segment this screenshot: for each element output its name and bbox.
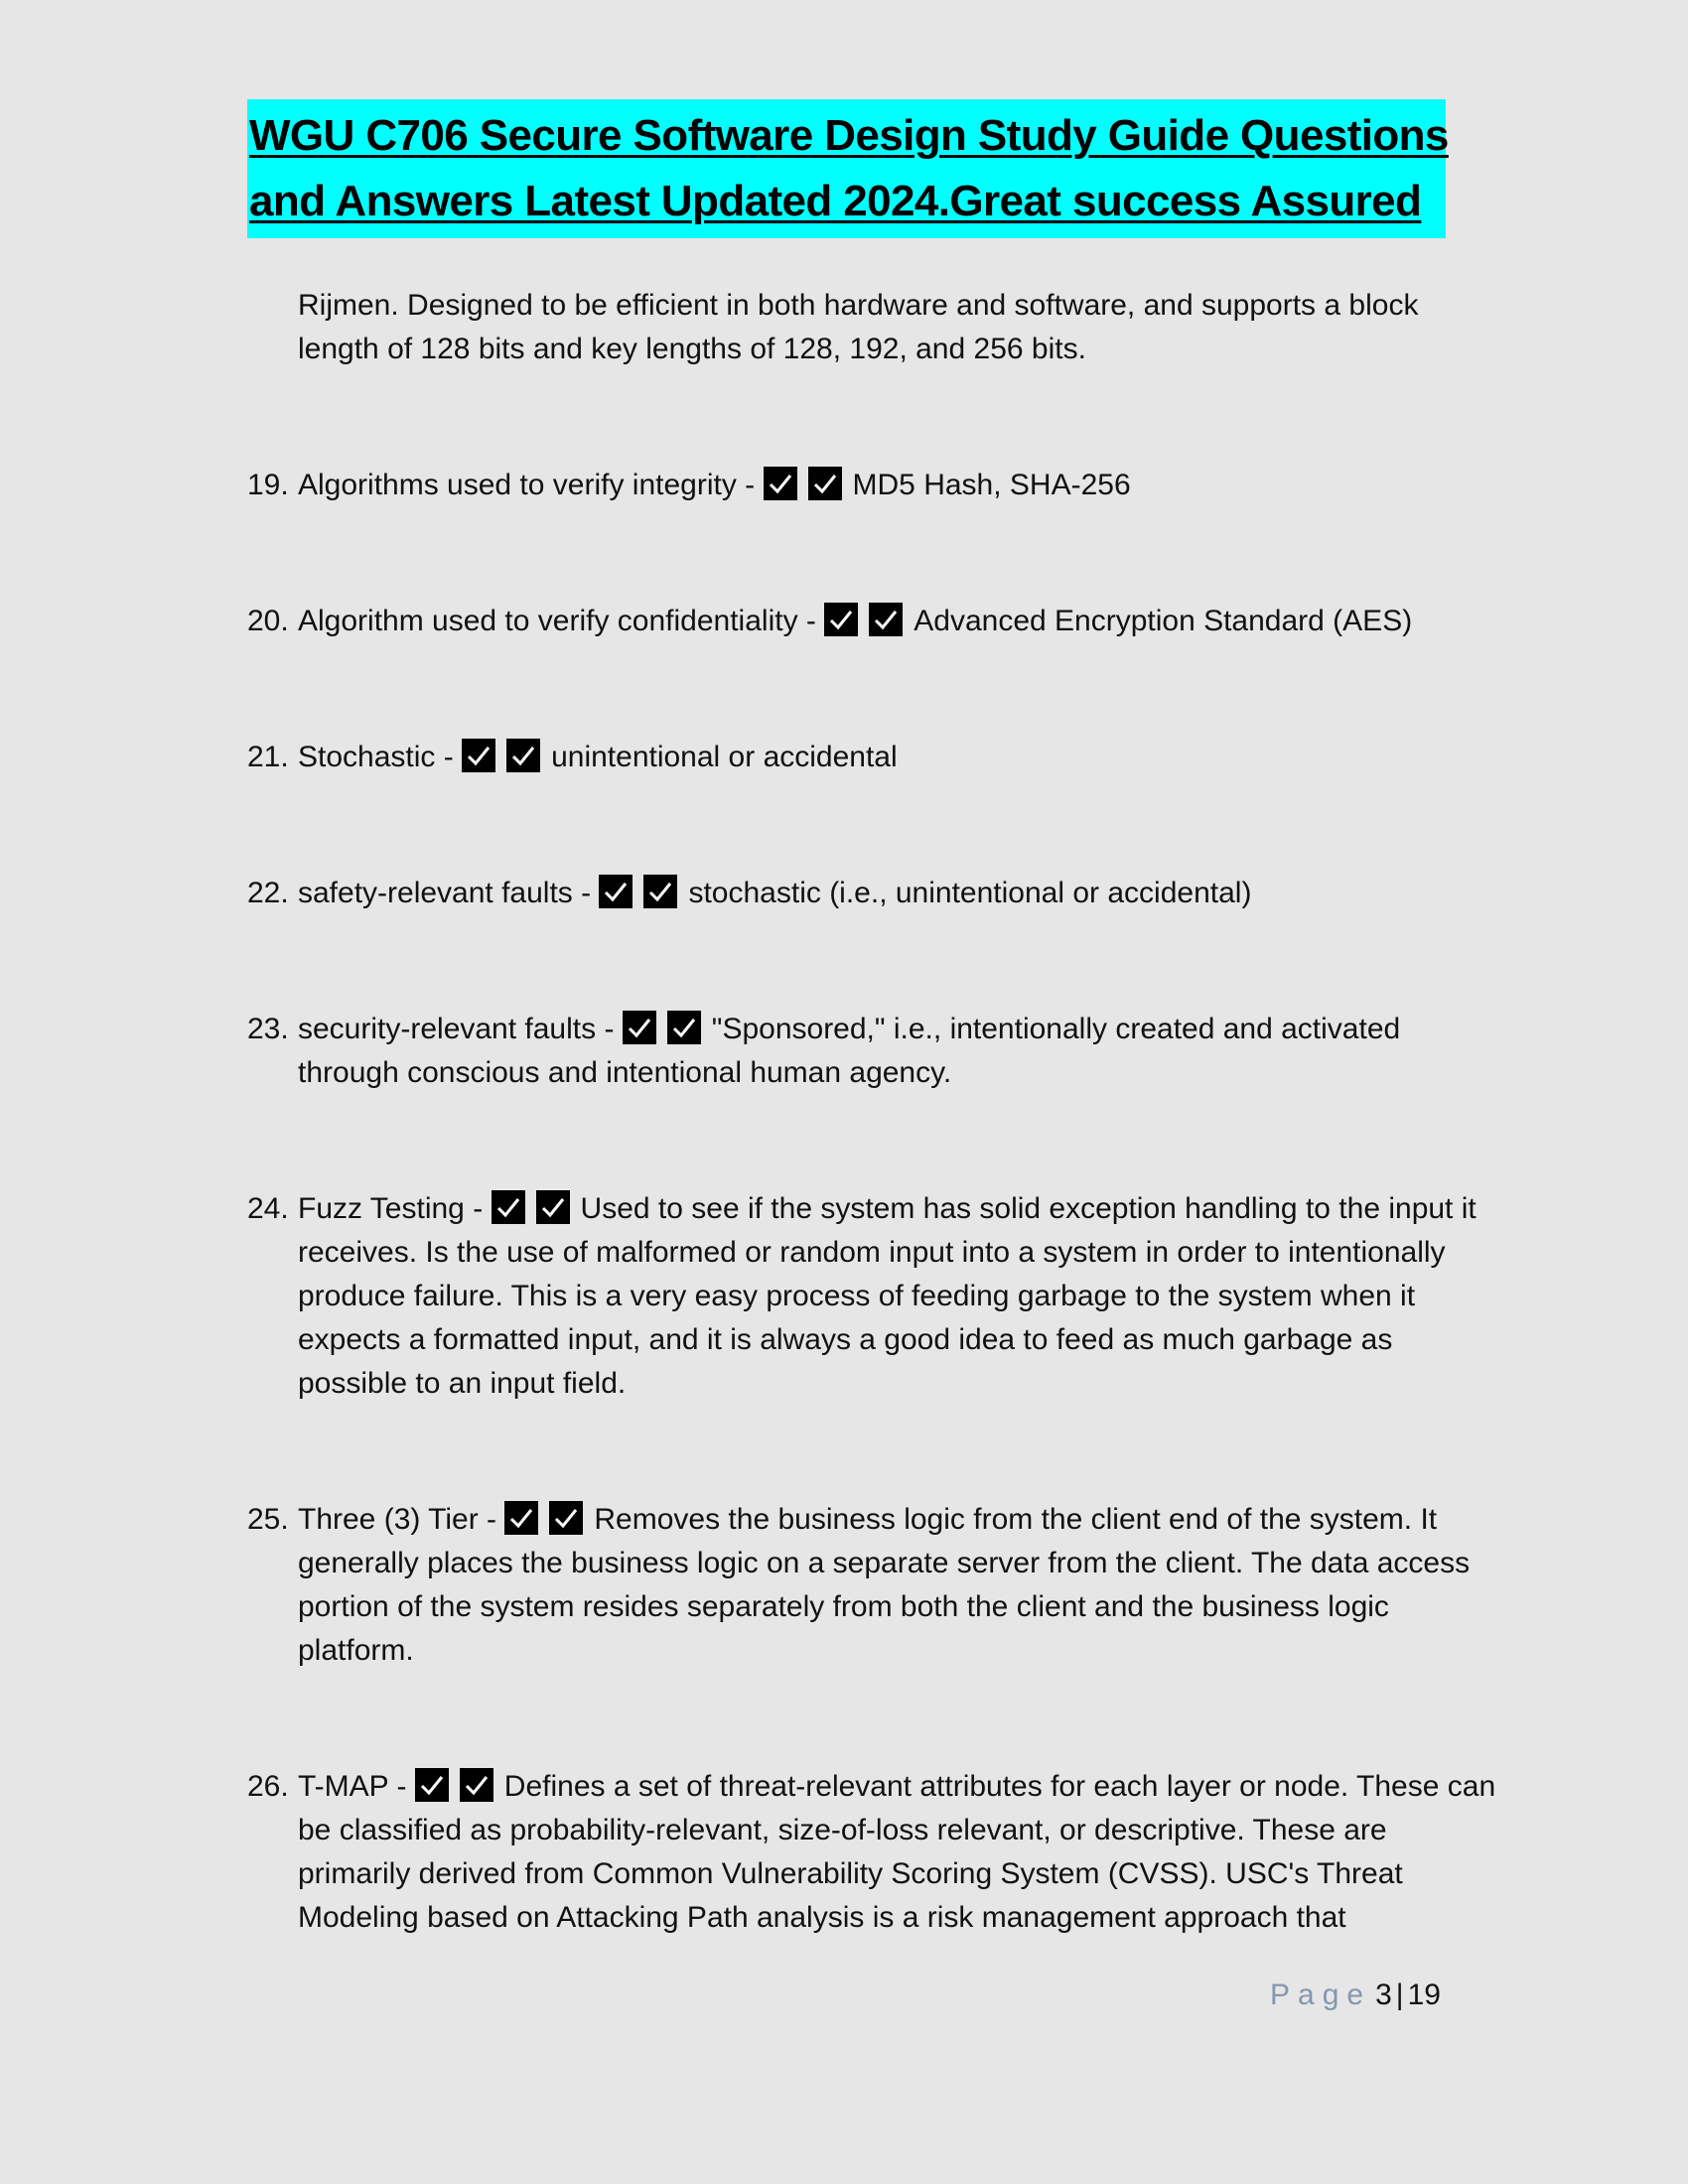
item-number: 21.: [247, 741, 289, 773]
check-box-icon: [764, 467, 797, 500]
item-answer: stochastic (i.e., unintentional or accidental): [688, 877, 1252, 909]
item-number: 26.: [247, 1770, 289, 1803]
document-body: [247, 284, 1498, 2032]
item-answer: Advanced Encryption Standard (AES): [914, 605, 1413, 637]
item-number: 24.: [247, 1192, 289, 1225]
check-box-icon: [643, 875, 677, 908]
item-term: Algorithms used to verify integrity -: [298, 469, 756, 501]
qa-item: [247, 1498, 1498, 1673]
title-line-1: WGU C706 Secure Software Design Study Guide Questions: [249, 111, 1449, 160]
qa-item: [247, 1008, 1498, 1095]
title-line-2: and Answers Latest Updated 2024.Great success Assured: [249, 177, 1422, 225]
item-answer: Used to see if the system has solid exception handling to the input it receives. Is the use of malformed or random input into a system in order to intentionally produce failure. This is a very easy process of feeding garbage to the system when it expects a formatted input, and it is always a good idea to feed as much garbage as possible to an input field.: [298, 1192, 1477, 1400]
check-box-icon: [599, 875, 633, 908]
item-term: Stochastic -: [298, 741, 454, 773]
check-box-icon: [415, 1768, 449, 1802]
page-label: Page: [1270, 1979, 1372, 2011]
item-number: 22.: [247, 877, 289, 909]
check-box-icon: [460, 1768, 493, 1802]
qa-item: [247, 736, 1498, 779]
check-box-icon: [667, 1011, 701, 1044]
item-term: safety-relevant faults -: [298, 877, 592, 909]
total-pages-number: 19: [1407, 1979, 1441, 2011]
item-number: 25.: [247, 1503, 289, 1536]
current-page-number: 3: [1375, 1979, 1392, 2011]
qa-item: [247, 600, 1498, 643]
item-answer: unintentional or accidental: [551, 741, 898, 773]
item-term: Fuzz Testing -: [298, 1192, 484, 1225]
check-box-icon: [869, 603, 903, 636]
item-term: Three (3) Tier -: [298, 1503, 497, 1536]
page-separator: |: [1395, 1979, 1404, 2011]
item-answer: Removes the business logic from the client end of the system. It generally places the business logic on a separate server from the client. The data access portion of the system resides separately from both the client and the business logic platform.: [298, 1503, 1471, 1667]
check-box-icon: [506, 739, 540, 772]
check-box-icon: [536, 1190, 570, 1224]
item-answer: Defines a set of threat-relevant attributes for each layer or node. These can be classified as probability-relevant, size-of-loss relevant, or descriptive. These are primarily derived from Common Vulnerability Scoring System (CVSS). USC's Threat Modeling based on Attacking Path analysis is a risk management approach that: [298, 1770, 1496, 1934]
check-box-icon: [462, 739, 495, 772]
check-box-icon: [808, 467, 842, 500]
qa-item: [247, 1187, 1498, 1406]
item-number: 23.: [247, 1013, 289, 1045]
check-box-icon: [623, 1011, 656, 1044]
item-term: T-MAP -: [298, 1770, 407, 1803]
check-box-icon: [549, 1501, 583, 1535]
item-answer: MD5 Hash, SHA-256: [852, 469, 1131, 501]
qa-item: [247, 464, 1498, 507]
item-term: Algorithm used to verify confidentiality -: [298, 605, 816, 637]
qa-item: [247, 1765, 1498, 1940]
item-answer: "Sponsored," i.e., intentionally created and activated through conscious and intentional human agency.: [298, 1013, 1401, 1089]
page-footer: [1270, 1979, 1441, 2012]
document-title: [247, 99, 1449, 238]
qa-item: [247, 872, 1498, 915]
item-number: 20.: [247, 605, 289, 637]
check-box-icon: [504, 1501, 538, 1535]
item-term: security-relevant faults -: [298, 1013, 615, 1045]
check-box-icon: [824, 603, 858, 636]
intro-paragraph: Rijmen. Designed to be efficient in both hardware and software, and supports a block length of 128 bits and key lengths of 128, 192, and 256 bits.: [298, 289, 1419, 365]
item-number: 19.: [247, 469, 289, 501]
check-box-icon: [492, 1190, 525, 1224]
